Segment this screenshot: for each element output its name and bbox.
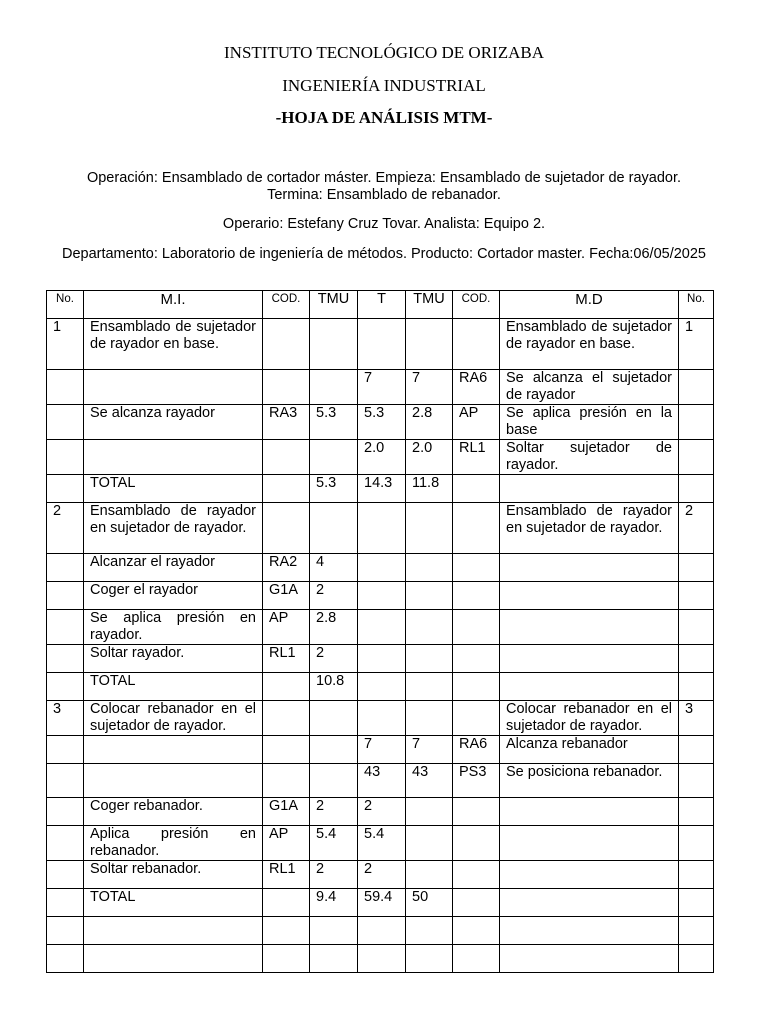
cell-t <box>358 673 406 701</box>
cell-cod-right <box>453 798 500 826</box>
header-cod-left: COD. <box>263 291 310 319</box>
cell-cod-right: RA6 <box>453 370 500 405</box>
cell-tmu-left <box>310 319 358 370</box>
cell-md: Colocar rebanador en el sujetador de rayador. <box>500 701 679 736</box>
cell-mi: Aplica presión en rebanador. <box>84 826 263 861</box>
cell-cod-left <box>263 673 310 701</box>
cell-md <box>500 798 679 826</box>
cell-mi <box>84 764 263 798</box>
table-row <box>47 701 714 736</box>
cell-cod-left <box>263 764 310 798</box>
cell-cod-right <box>453 319 500 370</box>
cell-md: Se alcanza el sujetador de rayador <box>500 370 679 405</box>
table-row <box>47 405 714 440</box>
cell-t <box>358 582 406 610</box>
header-no-right: No. <box>679 291 714 319</box>
table-row <box>47 319 714 370</box>
cell-cod-left <box>263 701 310 736</box>
cell-mi <box>84 945 263 973</box>
cell-md: Ensamblado de rayador en sujetador de rayador. <box>500 503 679 554</box>
cell-mi: Alcanzar el rayador <box>84 554 263 582</box>
cell-mi: TOTAL <box>84 673 263 701</box>
cell-md <box>500 945 679 973</box>
cell-tmu-right: 50 <box>406 889 453 917</box>
cell-cod-left: RA2 <box>263 554 310 582</box>
cell-t: 59.4 <box>358 889 406 917</box>
operator-line: Operario: Estefany Cruz Tovar. Analista: Equipo 2. <box>222 216 546 232</box>
cell-cod-left <box>263 440 310 475</box>
cell-mi: Ensamblado de rayador en sujetador de rayador. <box>84 503 263 554</box>
table-row <box>47 610 714 645</box>
cell-t <box>358 645 406 673</box>
cell-tmu-right <box>406 319 453 370</box>
cell-t <box>358 319 406 370</box>
cell-tmu-left: 5.4 <box>310 826 358 861</box>
table-row <box>47 798 714 826</box>
cell-t: 2 <box>358 861 406 889</box>
cell-no-right <box>679 673 714 701</box>
table-row <box>47 736 714 764</box>
table-row <box>47 440 714 475</box>
cell-cod-right: RA6 <box>453 736 500 764</box>
institution-title: INSTITUTO TECNOLÓGICO DE ORIZABA <box>224 43 544 62</box>
cell-cod-right <box>453 889 500 917</box>
cell-no-right <box>679 889 714 917</box>
table-row <box>47 475 714 503</box>
cell-no-left <box>47 582 84 610</box>
cell-cod-left: AP <box>263 826 310 861</box>
cell-mi: TOTAL <box>84 889 263 917</box>
cell-no-left <box>47 475 84 503</box>
cell-no-right <box>679 475 714 503</box>
cell-md <box>500 610 679 645</box>
cell-mi: Se aplica presión en rayador. <box>84 610 263 645</box>
cell-tmu-right <box>406 861 453 889</box>
table-row <box>47 917 714 945</box>
cell-no-right <box>679 554 714 582</box>
cell-no-left <box>47 440 84 475</box>
cell-cod-left <box>263 319 310 370</box>
cell-t <box>358 945 406 973</box>
table-row <box>47 945 714 973</box>
cell-tmu-left: 2.8 <box>310 610 358 645</box>
cell-no-right <box>679 610 714 645</box>
cell-tmu-right <box>406 610 453 645</box>
cell-cod-left: RL1 <box>263 861 310 889</box>
cell-t <box>358 554 406 582</box>
table-row <box>47 889 714 917</box>
cell-tmu-right: 7 <box>406 370 453 405</box>
sheet-title: -HOJA DE ANÁLISIS MTM- <box>275 108 493 127</box>
header-t: T <box>358 291 406 319</box>
cell-mi: Coger el rayador <box>84 582 263 610</box>
department-title: INGENIERÍA INDUSTRIAL <box>282 76 486 95</box>
cell-tmu-left: 4 <box>310 554 358 582</box>
cell-mi: Colocar rebanador en el sujetador de rayador. <box>84 701 263 736</box>
cell-t: 2.0 <box>358 440 406 475</box>
cell-no-right <box>679 826 714 861</box>
cell-cod-left <box>263 917 310 945</box>
cell-mi: Soltar rebanador. <box>84 861 263 889</box>
cell-tmu-left: 2 <box>310 582 358 610</box>
cell-t: 7 <box>358 370 406 405</box>
cell-cod-left: G1A <box>263 798 310 826</box>
cell-no-left: 2 <box>47 503 84 554</box>
cell-no-left: 1 <box>47 319 84 370</box>
cell-no-left: 3 <box>47 701 84 736</box>
cell-no-left <box>47 945 84 973</box>
cell-no-right: 2 <box>679 503 714 554</box>
cell-cod-right <box>453 582 500 610</box>
cell-tmu-right: 7 <box>406 736 453 764</box>
cell-cod-right <box>453 861 500 889</box>
cell-tmu-right <box>406 701 453 736</box>
cell-tmu-left: 2 <box>310 798 358 826</box>
cell-cod-left: AP <box>263 610 310 645</box>
cell-t: 5.4 <box>358 826 406 861</box>
cell-tmu-right <box>406 798 453 826</box>
cell-no-left <box>47 889 84 917</box>
cell-tmu-right: 43 <box>406 764 453 798</box>
cell-tmu-left <box>310 736 358 764</box>
cell-tmu-left <box>310 440 358 475</box>
cell-mi: Ensamblado de sujetador de rayador en base. <box>84 319 263 370</box>
header-cod-right: COD. <box>453 291 500 319</box>
cell-cod-right <box>453 673 500 701</box>
table-row <box>47 554 714 582</box>
cell-no-right <box>679 917 714 945</box>
cell-md: Se aplica presión en la base <box>500 405 679 440</box>
cell-no-right <box>679 370 714 405</box>
cell-t: 14.3 <box>358 475 406 503</box>
cell-md: Se posiciona rebanador. <box>500 764 679 798</box>
department-line: Departamento: Laboratorio de ingeniería de métodos. Producto: Cortador master. Fecha:06/05/2025 <box>61 246 707 262</box>
table-row <box>47 673 714 701</box>
cell-mi <box>84 917 263 945</box>
cell-no-right: 1 <box>679 319 714 370</box>
cell-no-left <box>47 673 84 701</box>
cell-mi <box>84 440 263 475</box>
cell-md <box>500 861 679 889</box>
cell-cod-left <box>263 736 310 764</box>
cell-tmu-right <box>406 503 453 554</box>
cell-md <box>500 917 679 945</box>
cell-no-left <box>47 370 84 405</box>
cell-t <box>358 917 406 945</box>
cell-md: Alcanza rebanador <box>500 736 679 764</box>
cell-cod-right <box>453 554 500 582</box>
cell-md <box>500 889 679 917</box>
cell-no-right <box>679 798 714 826</box>
cell-tmu-right <box>406 645 453 673</box>
cell-mi: Soltar rayador. <box>84 645 263 673</box>
cell-md <box>500 826 679 861</box>
cell-md <box>500 645 679 673</box>
cell-t <box>358 610 406 645</box>
cell-cod-left <box>263 503 310 554</box>
cell-mi: Coger rebanador. <box>84 798 263 826</box>
header-tmu-left: TMU <box>310 291 358 319</box>
cell-no-left <box>47 826 84 861</box>
table-row <box>47 645 714 673</box>
cell-cod-left <box>263 475 310 503</box>
cell-no-left <box>47 736 84 764</box>
cell-cod-right <box>453 917 500 945</box>
header-md: M.D <box>500 291 679 319</box>
cell-tmu-left <box>310 917 358 945</box>
cell-md: Ensamblado de sujetador de rayador en base. <box>500 319 679 370</box>
cell-no-right <box>679 861 714 889</box>
cell-tmu-left: 5.3 <box>310 405 358 440</box>
cell-tmu-right: 11.8 <box>406 475 453 503</box>
cell-no-left <box>47 610 84 645</box>
cell-cod-right: AP <box>453 405 500 440</box>
cell-cod-right <box>453 503 500 554</box>
cell-tmu-right: 2.8 <box>406 405 453 440</box>
cell-tmu-left: 5.3 <box>310 475 358 503</box>
cell-md <box>500 582 679 610</box>
cell-t <box>358 503 406 554</box>
cell-no-left <box>47 405 84 440</box>
table-row <box>47 370 714 405</box>
cell-md: Soltar sujetador de rayador. <box>500 440 679 475</box>
cell-t: 43 <box>358 764 406 798</box>
cell-cod-right <box>453 826 500 861</box>
cell-tmu-right <box>406 917 453 945</box>
cell-cod-right <box>453 701 500 736</box>
cell-md <box>500 554 679 582</box>
cell-cod-left: RL1 <box>263 645 310 673</box>
cell-mi: Se alcanza rayador <box>84 405 263 440</box>
cell-tmu-right <box>406 582 453 610</box>
cell-tmu-right <box>406 826 453 861</box>
cell-no-right <box>679 945 714 973</box>
cell-no-right <box>679 405 714 440</box>
cell-t: 5.3 <box>358 405 406 440</box>
cell-cod-left: G1A <box>263 582 310 610</box>
table-row <box>47 861 714 889</box>
operation-description: Operación: Ensamblado de cortador máster. Empieza: Ensamblado de sujetador de rayador. Termina: Ensamblado de rebanador. <box>86 170 682 203</box>
cell-tmu-left <box>310 764 358 798</box>
cell-cod-right <box>453 645 500 673</box>
cell-no-right <box>679 764 714 798</box>
cell-tmu-right: 2.0 <box>406 440 453 475</box>
cell-no-left <box>47 764 84 798</box>
cell-cod-left: RA3 <box>263 405 310 440</box>
cell-mi <box>84 736 263 764</box>
header-tmu-right: TMU <box>406 291 453 319</box>
table-body <box>47 319 714 973</box>
mtm-analysis-table <box>46 290 714 973</box>
cell-no-right <box>679 736 714 764</box>
table-row <box>47 826 714 861</box>
cell-tmu-right <box>406 673 453 701</box>
cell-cod-left <box>263 370 310 405</box>
header-no-left: No. <box>47 291 84 319</box>
cell-md <box>500 673 679 701</box>
cell-no-right <box>679 582 714 610</box>
table-row <box>47 503 714 554</box>
cell-no-left <box>47 554 84 582</box>
cell-tmu-left <box>310 503 358 554</box>
cell-tmu-left: 9.4 <box>310 889 358 917</box>
cell-tmu-left: 2 <box>310 861 358 889</box>
cell-cod-right: PS3 <box>453 764 500 798</box>
cell-cod-right: RL1 <box>453 440 500 475</box>
cell-no-left <box>47 645 84 673</box>
cell-tmu-left <box>310 370 358 405</box>
cell-no-left <box>47 917 84 945</box>
header-mi: M.I. <box>84 291 263 319</box>
table-row <box>47 582 714 610</box>
cell-t: 7 <box>358 736 406 764</box>
table-row <box>47 764 714 798</box>
cell-no-right <box>679 440 714 475</box>
cell-tmu-right <box>406 945 453 973</box>
cell-tmu-left: 10.8 <box>310 673 358 701</box>
cell-t <box>358 701 406 736</box>
cell-no-left <box>47 798 84 826</box>
cell-cod-left <box>263 945 310 973</box>
cell-cod-right <box>453 610 500 645</box>
cell-cod-right <box>453 475 500 503</box>
cell-tmu-left <box>310 945 358 973</box>
cell-no-right <box>679 645 714 673</box>
table-header-row <box>47 291 714 319</box>
cell-cod-left <box>263 889 310 917</box>
cell-cod-right <box>453 945 500 973</box>
cell-t: 2 <box>358 798 406 826</box>
cell-tmu-left <box>310 701 358 736</box>
cell-no-left <box>47 861 84 889</box>
cell-tmu-right <box>406 554 453 582</box>
cell-md <box>500 475 679 503</box>
cell-no-right: 3 <box>679 701 714 736</box>
cell-mi: TOTAL <box>84 475 263 503</box>
cell-mi <box>84 370 263 405</box>
cell-tmu-left: 2 <box>310 645 358 673</box>
